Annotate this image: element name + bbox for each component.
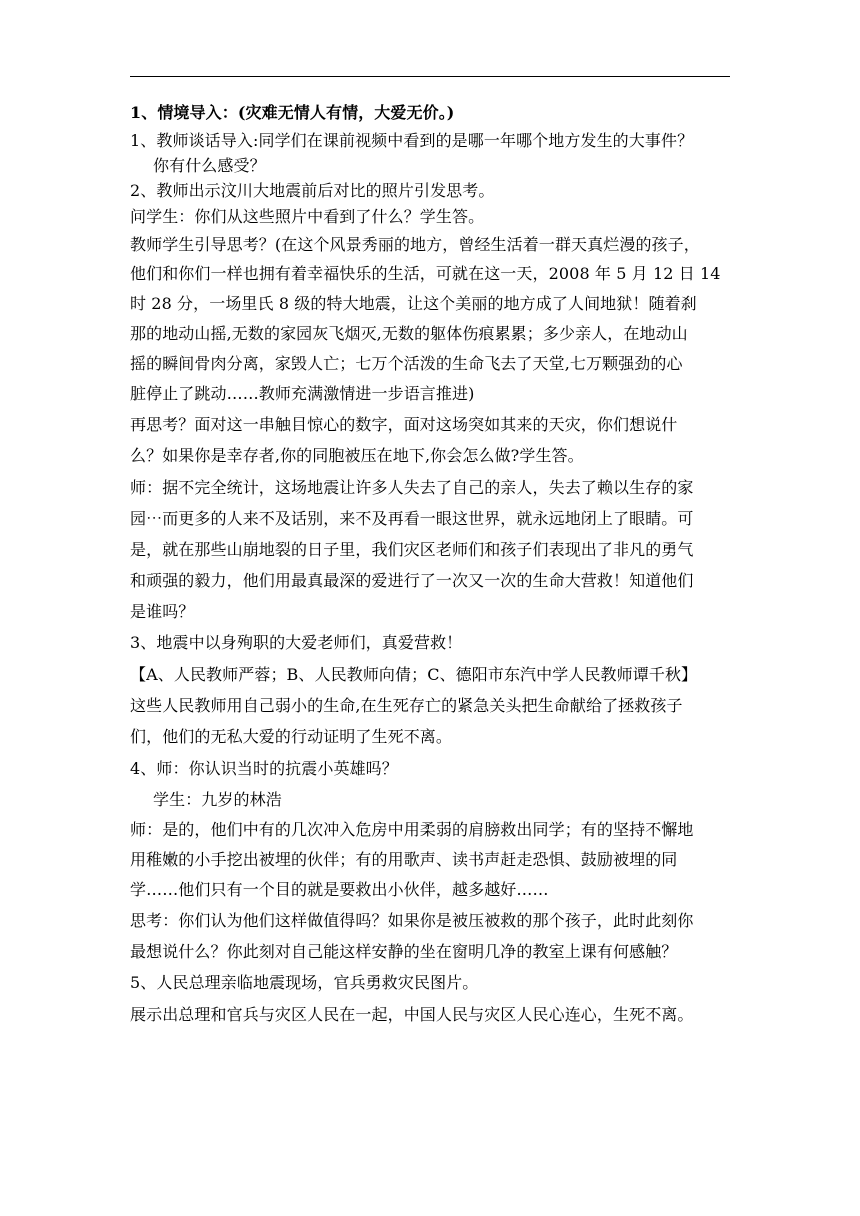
paragraph-line: 那的地动山摇,无数的家园灰飞烟灭,无数的躯体伤痕累累；多少亲人，在地动山 (130, 324, 688, 343)
paragraph-line: 摇的瞬间骨肉分离，家毁人亡；七万个活泼的生命飞去了天堂,七万颗强劲的心 (130, 354, 683, 373)
paragraph-line: 教师学生引导思考？(在这个风景秀丽的地方，曾经生活着一群天真烂漫的孩子， (130, 235, 700, 254)
paragraph-line: 么？如果你是幸存者,你的同胞被压在地下,你会怎么做?学生答。 (130, 446, 584, 465)
paragraph-line: 你有什么感受？ (153, 156, 266, 175)
paragraph-line: 问学生：你们从这些照片中看到了什么？学生答。 (130, 207, 485, 226)
section-heading: 5、人民总理亲临地震现场，官兵勇救灾民图片。 (130, 973, 479, 992)
paragraph-line: 学生：九岁的林浩 (153, 790, 282, 809)
section-heading: 4、师：你认识当时的抗震小英雄吗？ (130, 759, 398, 778)
paragraph-line: 再思考？面对这一串触目惊心的数字，面对这场突如其来的天灾，你们想说什 (130, 415, 678, 434)
paragraph-line: 展示出总理和官兵与灾区人民在一起，中国人民与灾区人民心连心，生死不离。 (130, 1005, 694, 1024)
paragraph-line: 师：据不完全统计，这场地震让许多人失去了自己的亲人，失去了赖以生存的家 (130, 478, 694, 497)
paragraph-line: 这些人民教师用自己弱小的生命,在生死存亡的紧急关头把生命献给了拯救孩子 (130, 696, 683, 715)
paragraph-line: 他们和你们一样也拥有着幸福快乐的生活，可就在这一天，2008 年 5 月 12 日 14 (130, 264, 721, 283)
paragraph-line: 时 28 分，一场里氏 8 级的特大地震，让这个美丽的地方成了人间地狱！随着刹 (130, 294, 697, 313)
teacher-list: 【A、人民教师严蓉；B、人民教师向倩；C、德阳市东汽中学人民教师谭千秋】 (130, 665, 698, 684)
document-body (130, 98, 730, 1030)
paragraph-line: 们，他们的无私大爱的行动证明了生死不离。 (130, 727, 453, 746)
paragraph-line: 思考：你们认为他们这样做值得吗？如果你是被压被救的那个孩子，此时此刻你 (130, 911, 694, 930)
header-rule (130, 76, 730, 77)
paragraph-line: 和顽强的毅力，他们用最真最深的爱进行了一次又一次的生命大营救！知道他们 (130, 571, 694, 590)
paragraph-line: 最想说什么？你此刻对自己能这样安静的坐在窗明几净的教室上课有何感触？ (130, 942, 678, 961)
paragraph-line: 2、教师出示汶川大地震前后对比的照片引发思考。 (130, 181, 495, 200)
section-heading: 3、地震中以身殉职的大爱老师们，真爱营救！ (130, 633, 463, 652)
section-heading: 1、情境导入：(灾难无情人有情，大爱无价。) (130, 103, 455, 122)
paragraph-line: 园⋯而更多的人来不及话别，来不及再看一眼这世界，就永远地闭上了眼睛。可 (130, 509, 694, 528)
paragraph-line: 脏停止了跳动……教师充满激情进一步语言推进) (130, 384, 475, 403)
paragraph-line: 用稚嫩的小手挖出被埋的伙伴；有的用歌声、读书声赶走恐惧、鼓励被埋的同 (130, 850, 678, 869)
paragraph-line: 1、教师谈话导入:同学们在课前视频中看到的是哪一年哪个地方发生的大事件？ (130, 131, 694, 150)
paragraph-line: 是，就在那些山崩地裂的日子里，我们灾区老师们和孩子们表现出了非凡的勇气 (130, 540, 694, 559)
paragraph-line: 学……他们只有一个目的就是要救出小伙伴，越多越好…… (130, 880, 549, 899)
paragraph-line: 师：是的，他们中有的几次冲入危房中用柔弱的肩膀救出同学；有的坚持不懈地 (130, 820, 694, 839)
paragraph-line: 是谁吗？ (130, 602, 195, 621)
